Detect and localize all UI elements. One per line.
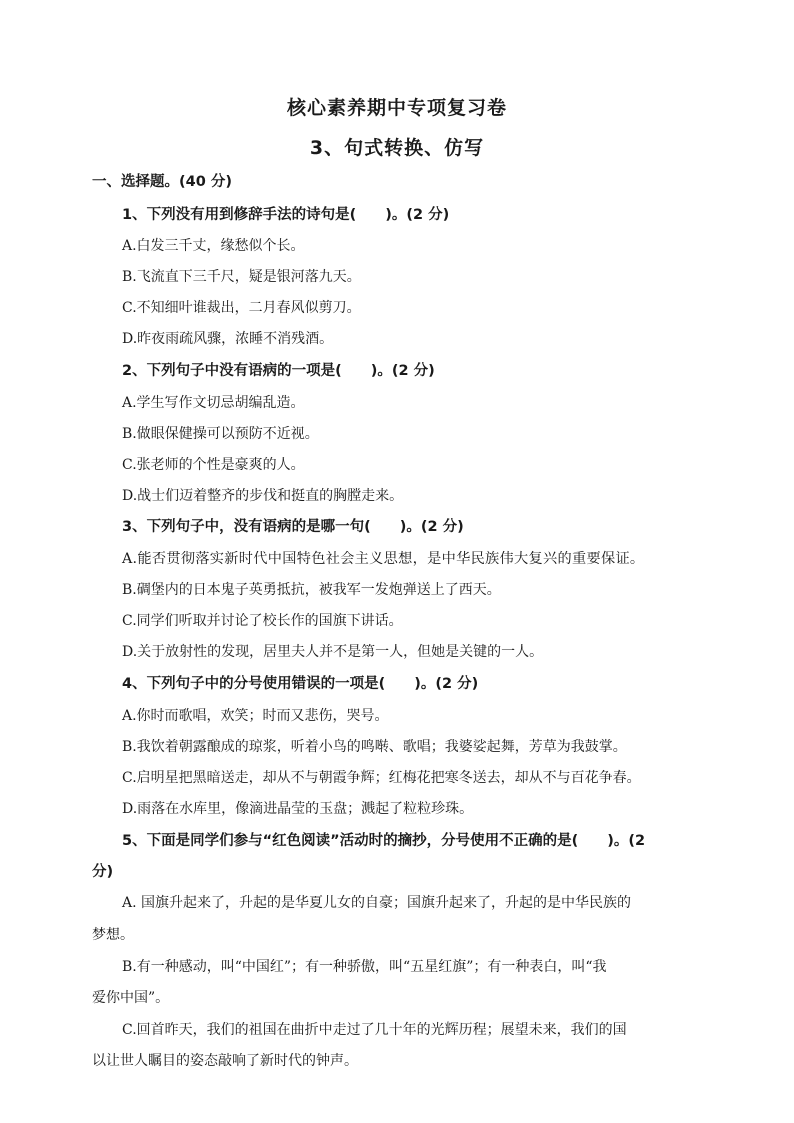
question-5-stem: 5、下面是同学们参与“红色阅读”活动时的摘抄，分号使用不正确的是( )。(2 [122, 833, 646, 849]
question-1-option-a: A.白发三千丈，缘愁似个长。 [122, 238, 305, 254]
question-2-option-c: C.张老师的个性是豪爽的人。 [122, 457, 305, 473]
page-subtitle: 3、句式转换、仿写 [309, 137, 485, 159]
question-5-option-b-continued: 爱你中国”。 [92, 990, 170, 1006]
question-3-option-b: B.碉堡内的日本鬼子英勇抵抗，被我军一发炮弹送上了西天。 [122, 582, 501, 598]
question-3-option-c: C.同学们听取并讨论了校长作的国旗下讲话。 [122, 613, 403, 629]
question-5-option-b: B.有一种感动，叫“中国红”；有一种骄傲，叫“五星红旗”；有一种表白，叫“我 [122, 959, 607, 975]
question-2-option-b: B.做眼保健操可以预防不近视。 [122, 426, 319, 442]
question-5-option-c-continued: 以让世人瞩目的姿态敲响了新时代的钟声。 [92, 1053, 358, 1069]
question-2-stem: 2、下列句子中没有语病的一项是( )。(2 分) [122, 363, 435, 379]
question-1-option-d: D.昨夜雨疏风骤，浓睡不消残酒。 [122, 331, 334, 347]
question-4-option-c: C.启明星把黑暗送走，却从不与朝霞争辉；红梅花把寒冬送去，却从不与百花争春。 [122, 770, 641, 786]
question-5-option-a: A. 国旗升起来了，升起的是华夏儿女的自豪；国旗升起来了，升起的是中华民族的 [122, 895, 632, 911]
question-2-option-a: A.学生写作文切忌胡编乱造。 [122, 395, 305, 411]
question-3-option-a: A.能否贯彻落实新时代中国特色社会主义思想，是中华民族伟大复兴的重要保证。 [122, 551, 645, 567]
question-5-option-a-continued: 梦想。 [92, 927, 134, 943]
question-3-option-d: D.关于放射性的发现，居里夫人并不是第一人，但她是关键的一人。 [122, 644, 544, 660]
question-1-stem: 1、下列没有用到修辞手法的诗句是( )。(2 分) [122, 207, 450, 223]
question-5-stem-continued: 分) [92, 864, 114, 880]
question-5-option-c: C.回首昨天，我们的祖国在曲折中走过了几十年的光辉历程；展望未来，我们的国 [122, 1022, 627, 1038]
section-heading: 一、选择题。(40 分) [92, 174, 232, 190]
question-4-option-a: A.你时而歌唱，欢笑；时而又悲伤，哭号。 [122, 708, 389, 724]
question-4-option-b: B.我饮着朝露酿成的琼浆，听着小鸟的鸣啭、歌唱；我婆娑起舞，芳草为我鼓掌。 [122, 739, 627, 755]
question-3-stem: 3、下列句子中，没有语病的是哪一句( )。(2 分) [122, 519, 464, 535]
question-1-option-c: C.不知细叶谁裁出，二月春风似剪刀。 [122, 300, 361, 316]
question-4-stem: 4、下列句子中的分号使用错误的一项是( )。(2 分) [122, 676, 479, 692]
question-1-option-b: B.飞流直下三千尺，疑是银河落九天。 [122, 269, 361, 285]
question-4-option-d: D.雨落在水库里，像滴进晶莹的玉盘；溅起了粒粒珍珠。 [122, 801, 474, 817]
question-2-option-d: D.战士们迈着整齐的步伐和挺直的胸膛走来。 [122, 488, 404, 504]
page-title: 核心素养期中专项复习卷 [286, 97, 507, 119]
